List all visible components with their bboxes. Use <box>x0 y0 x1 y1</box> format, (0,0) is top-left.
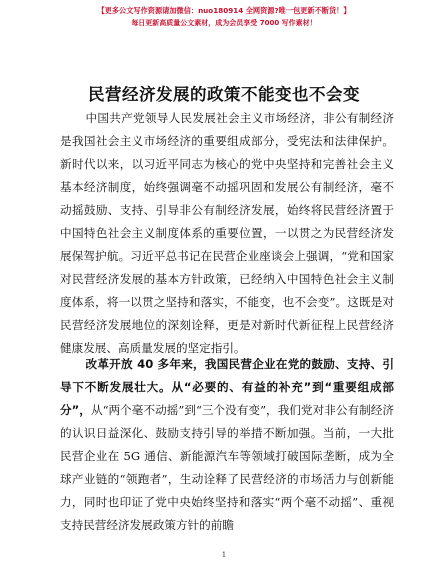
body-paragraph-2 <box>60 353 394 537</box>
promo-banner <box>60 4 388 36</box>
promo-banner-line-1: 【更多公文写作资源请加微信：nuo180914 全网资源?唯一包更新不断货！】 <box>97 6 351 15</box>
page-number: 1 <box>221 551 227 559</box>
document-title: 民营经济发展的政策不能变也不会变 <box>88 85 360 104</box>
paragraph-2-text: 从“两个毫不动摇”到“三个没有变”，我们党对非公有制经济的认识日益深化、鼓励支持引导的举措不断加强。当前，一大批民营企业在 5G 通信、新能源汽车等领域打破国际垄断，成为全球产业链的“领跑者”，生动诠释了民营经济的市场活力与创新能力，同时也印证了党中央始终坚持和落实“两个毫不动摇”、重视支持民营经济发展政策方针的前瞻 <box>60 403 394 532</box>
promo-banner-line-2: 每日更新高质量公文素材，成为会员享受 7000 写作素材！ <box>131 19 317 27</box>
paragraph-2-bold-lead: 改革开放 40 多年来，我国民营企业在党的鼓励、支持、引导下不断发展壮大。从“必要的、有益的补充”到“重要组成部分”， <box>60 357 394 417</box>
body-paragraph-1: 中国共产党领导人民发展社会主义市场经济，非公有制经济是我国社会主义市场经济的重要组成部分，受宪法和法律保护。新时代以来，以习近平同志为核心的党中央坚持和完善社会主义基本经济制度，始终强调毫不动摇巩固和发展公有制经济，毫不动摇鼓励、支持、引导非公有制经济发展，始终将民营经济置于中国特色社会主义制度体系的重要位置，一以贯之为民营经济发展保驾护航。习近平总书记在民营企业座谈会上强调，“党和国家对民营经济发展的基本方针政策，已经纳入中国特色社会主义制度体系，将一以贯之坚持和落实，不能变，也不会变”。这既是对民营经济发展地位的深刻诠释，更是对新时代新征程上民营经济健康发展、高质量发展的坚定指引。 <box>60 111 394 355</box>
